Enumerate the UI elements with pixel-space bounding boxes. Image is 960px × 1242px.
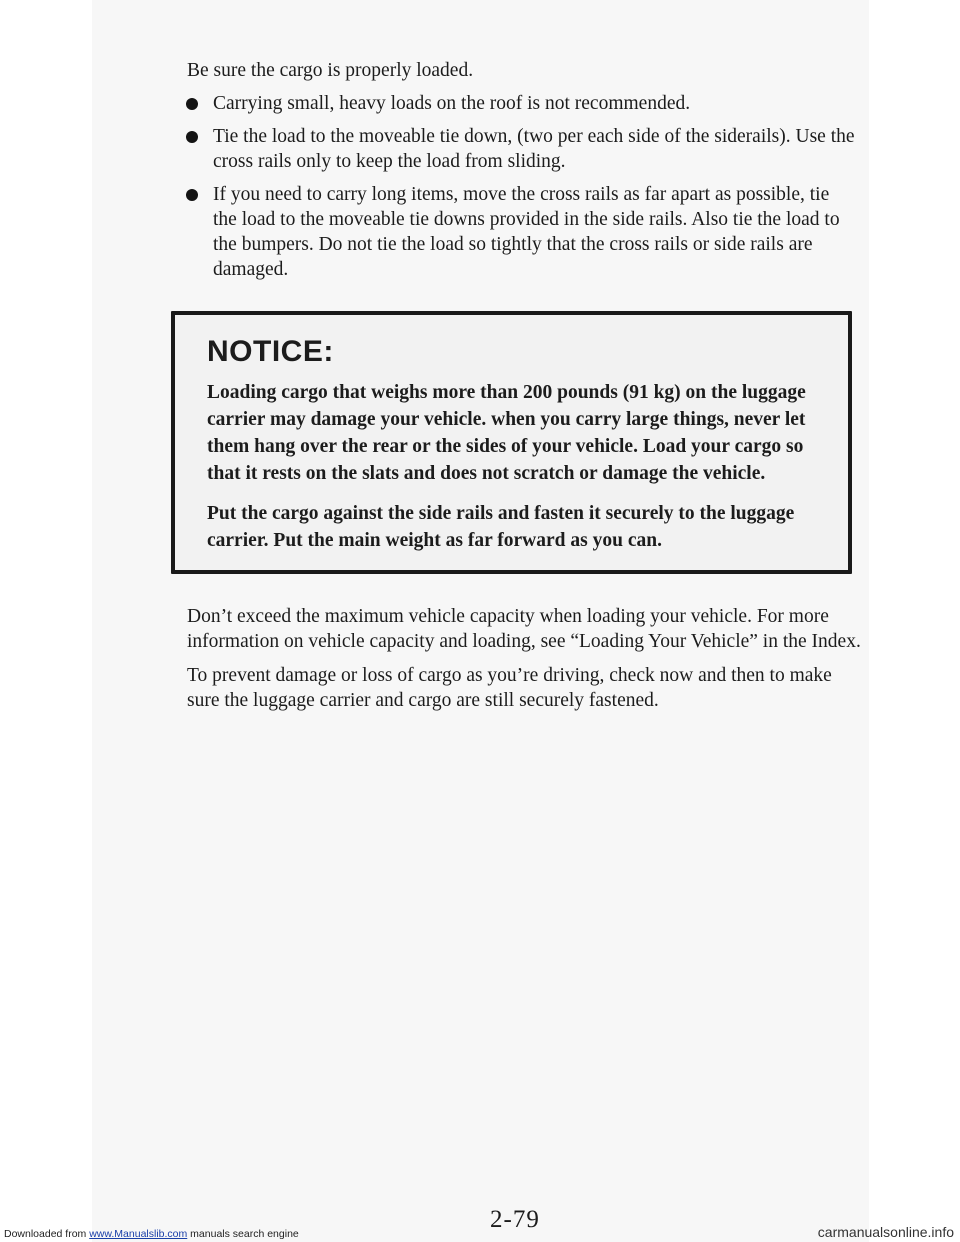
bullet-dot-icon [186, 131, 198, 143]
intro-text: Be sure the cargo is properly loaded. [187, 60, 474, 81]
closing-paragraph: To prevent damage or loss of cargo as you’re driving, check now and then to make sure the luggage carrier and cargo are still securely fastened. [187, 665, 832, 711]
watermark-text: carmanualsonline.info [817, 1224, 954, 1240]
manualslib-link[interactable]: www.Manualslib.com [89, 1228, 188, 1240]
footer-prefix: Downloaded from [4, 1228, 90, 1240]
body-content [187, 58, 857, 290]
bullet-dot-icon [186, 98, 198, 110]
bullet-text: Tie the load to the moveable tie down, (two per each side of the siderails). Use the cross rails only to keep the load from sliding. [213, 126, 855, 172]
notice-title: NOTICE: [207, 335, 334, 368]
bullet-list [187, 91, 857, 282]
notice-paragraph: Loading cargo that weighs more than 200 pounds (91 kg) on the luggage carrier may damage your vehicle. when you carry large things, never let them hang over the rear or the sides of your vehicle. Load your cargo so that it rests on the slats and does not scratch or damage the vehicle. [207, 382, 806, 484]
notice-body [207, 379, 827, 567]
closing-content [187, 604, 862, 722]
bullet-text: If you need to carry long items, move the cross rails as far apart as possible, tie the load to the moveable tie downs provided in the side rails. Also tie the load to the bumpers. Do not tie the load so tightly that the cross rails or side rails are damaged. [213, 184, 840, 280]
notice-box [171, 311, 852, 574]
bullet-item [187, 124, 857, 174]
bullet-item [187, 91, 857, 116]
download-footer [4, 1228, 299, 1240]
bullet-text: Carrying small, heavy loads on the roof is not recommended. [213, 93, 691, 114]
bullet-dot-icon [186, 189, 198, 201]
footer-suffix: manuals search engine [187, 1228, 299, 1240]
bullet-item [187, 182, 857, 282]
closing-paragraph: Don’t exceed the maximum vehicle capacity when loading your vehicle. For more information on vehicle capacity and loading, see “Loading Your Vehicle” in the Index. [187, 606, 861, 652]
notice-paragraph: Put the cargo against the side rails and fasten it securely to the luggage carrier. Put the main weight as far forward as you can. [207, 503, 795, 551]
page-number: 2-79 [490, 1206, 540, 1233]
